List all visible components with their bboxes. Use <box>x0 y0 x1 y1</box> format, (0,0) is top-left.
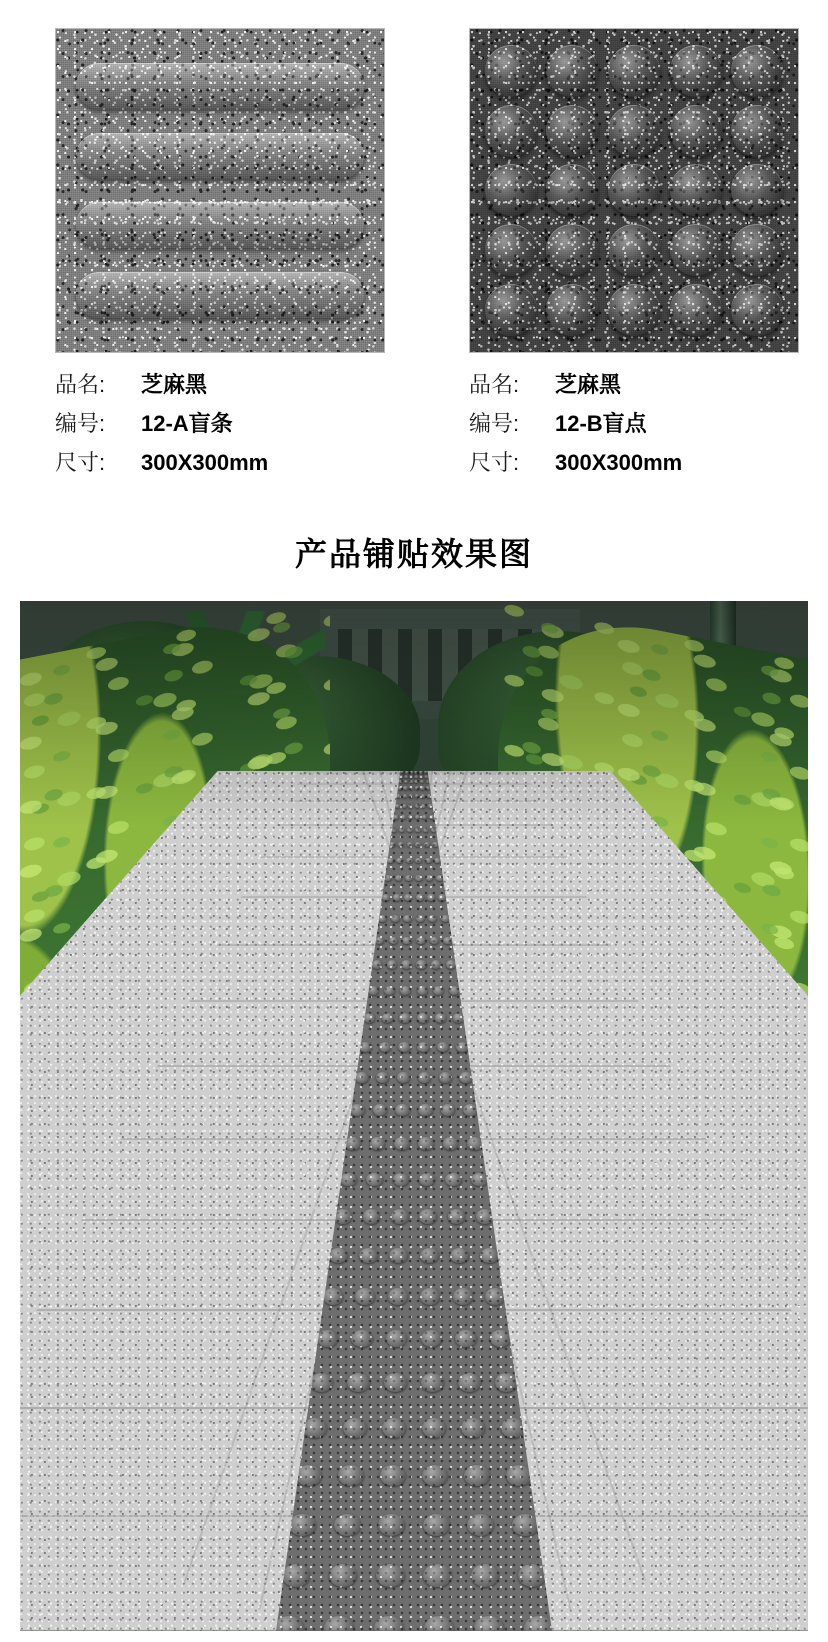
tactile-dot <box>403 786 408 790</box>
spec-label: 编号: <box>469 411 520 437</box>
spec-row <box>469 451 828 475</box>
tactile-dot <box>456 1042 469 1052</box>
tactile-dot <box>415 804 420 808</box>
dot-cell <box>728 103 786 159</box>
tactile-dot <box>474 1616 504 1631</box>
tactile-dot <box>359 1248 378 1264</box>
tactile-dot <box>329 1564 357 1587</box>
section-title: 产品铺贴效果图 <box>294 535 533 572</box>
blind-dot <box>731 45 783 97</box>
product-specs-12b <box>469 353 828 476</box>
blind-dot <box>608 45 660 97</box>
blind-dot <box>485 45 537 97</box>
tactile-dot <box>420 786 425 790</box>
tactile-dot <box>430 937 439 945</box>
tactile-dot <box>274 1616 304 1631</box>
tactile-dot <box>375 937 384 945</box>
tactile-dot <box>418 1104 433 1116</box>
dot-cell <box>728 282 786 338</box>
tile-image-blind-dot <box>469 28 799 353</box>
tactile-dot <box>434 858 441 864</box>
tactile-dot <box>409 775 413 778</box>
tactile-dot <box>389 842 395 847</box>
tactile-dot <box>398 786 403 790</box>
dot-cell <box>605 282 663 338</box>
tactile-dot <box>382 1013 394 1023</box>
tactile-dot <box>431 960 441 968</box>
tactile-dot <box>363 1209 381 1224</box>
tactile-dot <box>428 804 433 808</box>
tactile-dot <box>467 1514 494 1536</box>
blind-dot <box>546 105 598 157</box>
walkway <box>20 771 808 1631</box>
tactile-dot <box>374 1616 404 1631</box>
dot-cell <box>544 282 602 338</box>
tactile-dot <box>408 804 413 808</box>
tactile-dot <box>438 894 446 901</box>
tactile-dot <box>338 1465 363 1486</box>
tactile-dot <box>395 804 400 808</box>
tactile-dot <box>407 828 413 833</box>
tactile-dot <box>399 780 403 784</box>
dot-cell <box>544 163 602 219</box>
tactile-dot <box>384 875 391 881</box>
tactile-dot <box>389 1248 408 1264</box>
blind-strip-pattern <box>56 29 384 352</box>
tactile-dot <box>366 1173 383 1187</box>
tactile-dot <box>398 1042 411 1052</box>
tactile-dot <box>501 1418 525 1438</box>
tactile-dot <box>420 1248 439 1264</box>
tactile-dot <box>368 986 379 995</box>
tactile-dot <box>404 894 412 901</box>
tactile-dot <box>323 1288 343 1305</box>
tactile-dot <box>423 1514 450 1536</box>
tactile-dot <box>426 875 433 881</box>
tactile-dot <box>403 915 412 922</box>
tactile-dot <box>378 1514 405 1536</box>
spec-value: 12-B盲点 <box>555 411 647 437</box>
tactile-dot <box>450 1248 469 1264</box>
tactile-dot <box>512 1514 539 1536</box>
tactile-dot <box>387 858 394 864</box>
tactile-dot <box>437 1042 450 1052</box>
tactile-dot <box>402 937 411 945</box>
tactile-dot <box>395 1104 410 1116</box>
dot-cell <box>667 222 725 278</box>
tactile-dot <box>289 1514 316 1536</box>
dot-cell <box>667 43 725 99</box>
dot-cell <box>544 103 602 159</box>
product-card-12b <box>414 28 828 491</box>
tactile-dot <box>364 1013 376 1023</box>
tactile-dot <box>421 1373 444 1392</box>
tactile-dot <box>416 937 425 945</box>
tactile-dot <box>419 1209 437 1224</box>
product-card-12a <box>0 28 414 491</box>
dot-cell <box>482 222 540 278</box>
tactile-dot <box>409 794 414 798</box>
tactile-dot <box>393 1173 410 1187</box>
tactile-dot <box>387 960 397 968</box>
product-specs-12a <box>55 353 414 476</box>
tactile-dot <box>441 915 450 922</box>
spec-value: 芝麻黑 <box>555 372 622 397</box>
tactile-dot <box>396 858 403 864</box>
tactile-dot <box>419 1173 436 1187</box>
tactile-dot <box>402 804 407 808</box>
tactile-dot <box>415 875 422 881</box>
blind-dot <box>731 105 783 157</box>
tactile-dot <box>420 1288 440 1305</box>
dot-cell <box>482 103 540 159</box>
tactile-dot <box>401 815 407 820</box>
blind-dot <box>546 164 598 216</box>
tactile-dot <box>443 1137 459 1150</box>
dot-cell <box>728 222 786 278</box>
tactile-dot <box>391 1209 409 1224</box>
blind-dot <box>485 284 537 336</box>
tactile-dot <box>419 775 423 778</box>
spec-label: 品名: <box>469 372 520 397</box>
dot-cell <box>667 103 725 159</box>
dot-cell <box>605 163 663 219</box>
dot-cell <box>728 43 786 99</box>
tactile-dot <box>415 794 420 798</box>
tactile-dot <box>376 1072 390 1083</box>
blind-dot <box>485 105 537 157</box>
tactile-dot <box>345 1137 361 1150</box>
blind-strip-bar <box>76 202 364 248</box>
tactile-dot <box>389 937 398 945</box>
tactile-dot <box>448 1209 466 1224</box>
tactile-dot <box>436 875 443 881</box>
tactile-dot <box>433 986 444 995</box>
tactile-dot <box>398 842 404 847</box>
tactile-dot <box>372 960 382 968</box>
tactile-dot <box>400 986 411 995</box>
blind-dot-pattern <box>470 29 798 352</box>
tactile-dot <box>370 1137 386 1150</box>
spec-row <box>469 412 828 436</box>
spec-value: 芝麻黑 <box>141 372 208 397</box>
tactile-dot <box>414 775 418 778</box>
tactile-dot <box>428 915 437 922</box>
tactile-dot <box>282 1564 310 1587</box>
blind-dot <box>546 45 598 97</box>
tactile-dot <box>382 894 390 901</box>
tactile-dot <box>376 1564 404 1587</box>
tactile-dot <box>459 1072 473 1083</box>
tactile-dot <box>416 915 425 922</box>
tactile-dot <box>446 960 456 968</box>
tactile-dot <box>407 842 413 847</box>
tactile-dot <box>426 786 431 790</box>
blind-dot <box>485 164 537 216</box>
tactile-dot <box>303 1418 327 1438</box>
tactile-dot <box>394 1137 410 1150</box>
tactile-dot <box>404 775 408 778</box>
tactile-dot <box>415 815 421 820</box>
blind-dot <box>546 284 598 336</box>
blind-dot <box>670 164 722 216</box>
tactile-dot <box>415 828 421 833</box>
tactile-dot <box>421 804 426 808</box>
tactile-dot <box>296 1465 321 1486</box>
tactile-dot <box>453 1013 465 1023</box>
tactile-dot <box>439 1072 453 1083</box>
tactile-dot <box>441 1104 456 1116</box>
tactile-dot <box>399 1013 411 1023</box>
tactile-dot <box>324 1616 354 1631</box>
tactile-dot <box>340 1173 357 1187</box>
tactile-dot <box>408 815 414 820</box>
tactile-dot <box>379 1042 392 1052</box>
tactile-dot <box>455 1330 476 1348</box>
tactile-dot <box>417 1013 429 1023</box>
tactile-dot <box>418 1072 432 1083</box>
tactile-dot <box>405 875 412 881</box>
tactile-dot <box>420 780 424 784</box>
tactile-dot <box>443 937 452 945</box>
tile-image-blind-strip <box>55 28 385 353</box>
tactile-dot <box>317 1330 338 1348</box>
dot-cell <box>728 163 786 219</box>
tactile-dot <box>453 1288 473 1305</box>
tactile-dot <box>424 775 428 778</box>
blind-dot <box>608 164 660 216</box>
tactile-dot <box>378 915 387 922</box>
tactile-dot <box>355 1072 369 1083</box>
blind-dot <box>546 224 598 276</box>
blind-dot <box>608 105 660 157</box>
tactile-dot <box>463 1104 478 1116</box>
blind-strip-bar <box>76 63 364 109</box>
blind-strip-bar <box>76 272 364 318</box>
tactile-dot <box>476 1209 494 1224</box>
tactile-dot <box>467 1137 483 1150</box>
tactile-dot <box>380 1465 405 1486</box>
blind-dot <box>670 224 722 276</box>
tactile-dot <box>399 775 403 778</box>
dot-cell <box>667 282 725 338</box>
tactile-dot <box>423 1564 451 1587</box>
tactile-dot <box>404 780 408 784</box>
tactile-dot <box>334 1514 361 1536</box>
tactile-dot <box>384 1373 407 1392</box>
tactile-dot <box>391 828 397 833</box>
tactile-dot <box>351 1330 372 1348</box>
dot-cell <box>605 222 663 278</box>
tactile-dot <box>429 815 435 820</box>
tactile-dot <box>388 1288 408 1305</box>
tactile-dot <box>415 858 422 864</box>
spec-row <box>55 373 414 397</box>
tactile-dot <box>461 1418 485 1438</box>
tactile-dot <box>403 794 408 798</box>
tactile-dot <box>334 1209 352 1224</box>
tactile-dot <box>432 842 438 847</box>
tactile-dot <box>417 986 428 995</box>
blind-dot <box>731 284 783 336</box>
tactile-dot <box>384 986 395 995</box>
tactile-dot <box>421 794 426 798</box>
tactile-dot <box>401 960 411 968</box>
dot-cell <box>544 43 602 99</box>
spec-value: 300X300mm <box>141 450 269 476</box>
tactile-dot <box>310 1373 333 1392</box>
spec-row <box>55 451 414 475</box>
tactile-dot <box>449 986 460 995</box>
dot-cell <box>482 163 540 219</box>
tactile-dot <box>464 1465 489 1486</box>
dot-cell <box>482 43 540 99</box>
spec-row <box>469 373 828 397</box>
blind-dot <box>670 284 722 336</box>
spec-row <box>55 412 414 436</box>
tactile-dot <box>359 1042 372 1052</box>
tactile-dot <box>423 828 429 833</box>
tactile-dot <box>393 815 399 820</box>
tactile-dot <box>471 1564 499 1587</box>
blind-dot <box>670 45 722 97</box>
tactile-dot <box>422 1418 446 1438</box>
tactile-dot <box>480 1248 499 1264</box>
dot-cell <box>605 43 663 99</box>
spec-label: 尺寸: <box>469 450 520 476</box>
tactile-dot <box>343 1418 367 1438</box>
tactile-dot <box>485 1288 505 1305</box>
tactile-dot <box>427 894 435 901</box>
tactile-dot <box>373 1104 388 1116</box>
tactile-dot <box>421 1330 442 1348</box>
tactile-dot <box>393 894 401 901</box>
dot-cell <box>482 282 540 338</box>
tactile-dot <box>417 1042 430 1052</box>
tactile-dot <box>391 915 400 922</box>
spec-value: 12-A盲条 <box>141 411 233 437</box>
blind-dot <box>608 224 660 276</box>
tactile-dot <box>422 1465 447 1486</box>
spec-label: 编号: <box>55 411 106 437</box>
tactile-dot <box>445 1173 462 1187</box>
tactile-dot <box>518 1564 546 1587</box>
tactile-dot <box>490 1330 511 1348</box>
tactile-dot <box>524 1616 554 1631</box>
spec-value: 300X300mm <box>555 450 683 476</box>
dot-cell <box>544 222 602 278</box>
tactile-dot <box>427 794 432 798</box>
spec-label: 尺寸: <box>55 450 106 476</box>
tactile-dot <box>355 1288 375 1305</box>
tactile-dot <box>416 894 424 901</box>
blind-dot <box>731 164 783 216</box>
installation-scene-photo <box>20 601 808 1631</box>
product-gallery <box>0 0 828 491</box>
tactile-dot <box>422 815 428 820</box>
tactile-dot <box>431 828 437 833</box>
tactile-dot <box>415 842 421 847</box>
tactile-dot <box>399 828 405 833</box>
tactile-dot <box>395 875 402 881</box>
tactile-dot <box>397 1072 411 1083</box>
tactile-dot <box>329 1248 348 1264</box>
tactile-dot <box>406 858 413 864</box>
blind-dot <box>731 224 783 276</box>
tactile-dot <box>424 842 430 847</box>
tactile-dot <box>424 1616 454 1631</box>
spec-label: 品名: <box>55 372 106 397</box>
tactile-dot <box>347 1373 370 1392</box>
tactile-dot <box>414 780 418 784</box>
tactile-dot <box>495 1373 518 1392</box>
tactile-dot <box>418 1137 434 1150</box>
tactile-dot <box>435 1013 447 1023</box>
tactile-dot <box>396 794 401 798</box>
tactile-dot <box>409 786 414 790</box>
blind-dot <box>608 284 660 336</box>
tactile-dot <box>471 1173 488 1187</box>
tactile-dot <box>350 1104 365 1116</box>
tactile-dot <box>506 1465 531 1486</box>
tactile-dot <box>416 960 426 968</box>
blind-strip-bar <box>76 133 364 179</box>
tactile-dot <box>415 786 420 790</box>
tactile-dot <box>425 780 429 784</box>
dot-cell <box>667 163 725 219</box>
blind-dot <box>670 105 722 157</box>
tactile-dot <box>409 780 413 784</box>
tactile-dot <box>425 858 432 864</box>
tactile-dot <box>386 1330 407 1348</box>
tactile-dot <box>458 1373 481 1392</box>
dot-cell <box>605 103 663 159</box>
tactile-dot <box>382 1418 406 1438</box>
blind-dot <box>485 224 537 276</box>
